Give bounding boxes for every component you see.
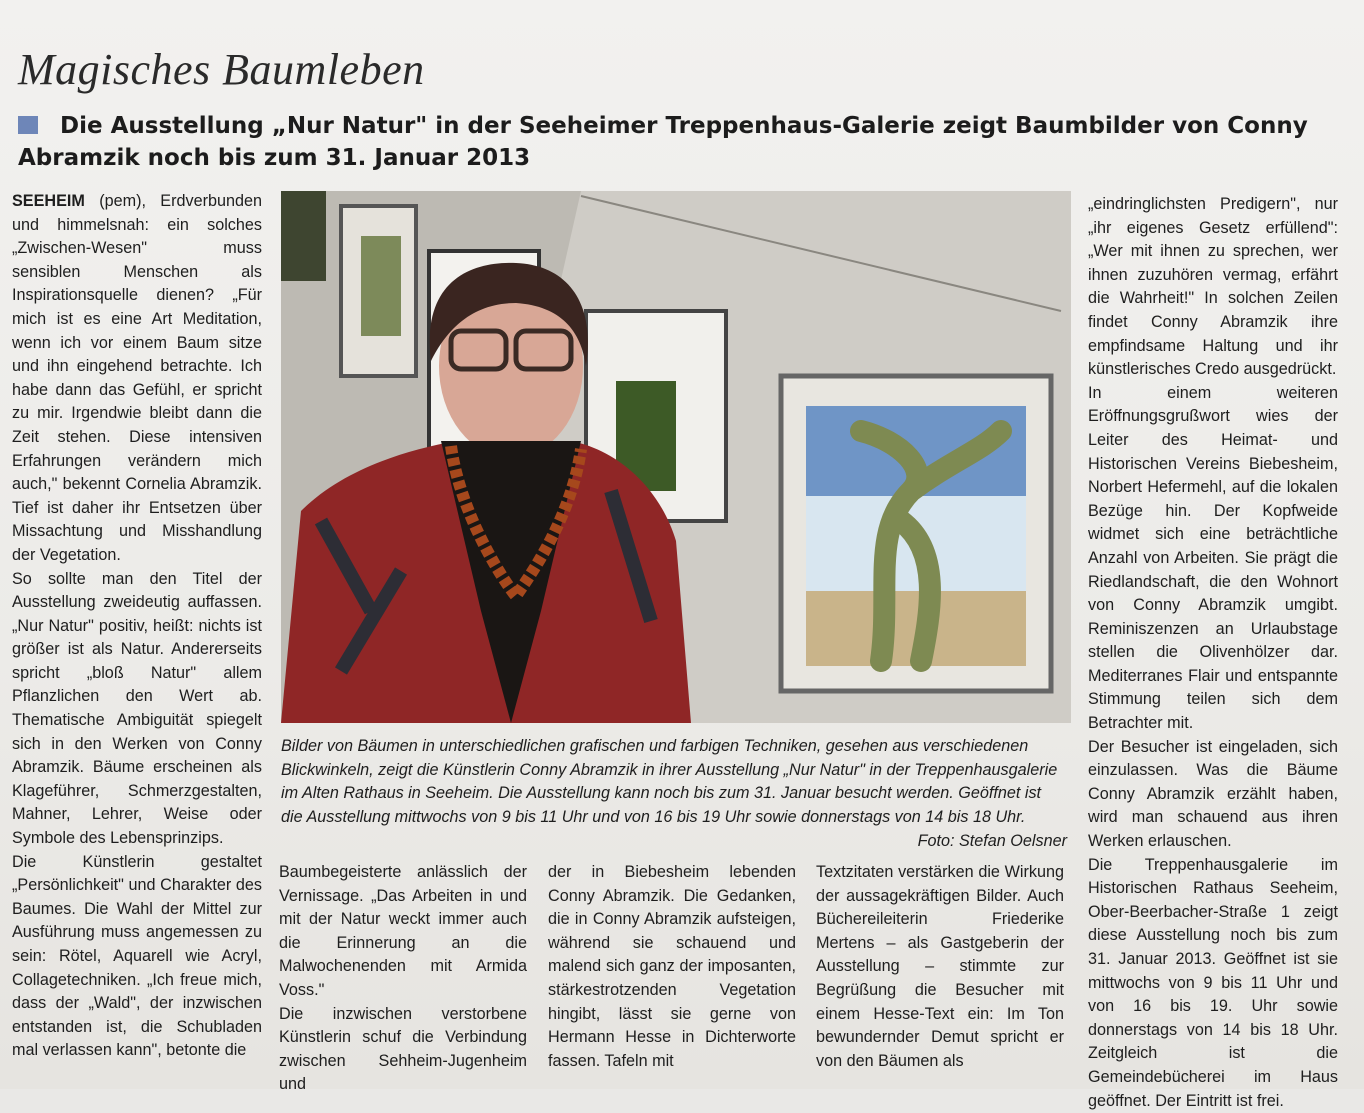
paragraph-text: (pem), Erdverbunden und himmelsnah: ein solches „Zwischen-Wesen" muss sensiblen Menschen als Inspirationsquelle dienen? „Für mich ist es eine Art Meditation, wenn ich vor einem Baum sitze und ihn eingehend betrachte. Ich habe dann das Gefühl, er spricht zu mir. Irgendwie bleibt dann die Zeit stehen. Diese intensiven Erfahrungen verändern mich auch," bekennt Cornelia Abramzik. Tief ist daher ihr Entsetzen über Missachtung und Misshandlung der Vegetation. (12, 192, 262, 564)
photo-credit: Foto: Stefan Oelsner (917, 832, 1067, 850)
paragraph: In einem weiteren Eröffnungsgrußwort wies der Leiter des Heimat- und Historischen Vereins Biebesheim, Norbert Hefermehl, auf die lokalen Bezüge hin. Der Kopfweide widmet sich eine beträchtliche Anzahl von Arbeiten. Sie prägt die Riedlandschaft, die den Wohnort von Conny Abramzik umgibt. Reminiszenzen an Urlaubstage stellen die Olivenhölzer dar. Mediterranes Flair und entspannte Stimmung teilen sich dem Betrachter mit. (1088, 383, 1338, 733)
paragraph (12, 190, 262, 568)
artist-photo (281, 191, 1071, 723)
article-column-2 (279, 861, 527, 1097)
article-column-4 (816, 861, 1064, 1073)
photo-caption: Bilder von Bäumen in unterschiedlichen grafischen und farbigen Techniken, gesehen aus verschiedenen Blickwinkeln, zeigt die Künstlerin Conny Abramzik in ihrer Ausstellung „Nur Natur" in der Treppenhausgalerie im Alten Rathaus in Seeheim. Die Ausstellung kann noch bis zum 31. Januar besucht werden. Geöffnet ist die Ausstellung mittwochs von 9 bis 11 Uhr und von 16 bis 19 Uhr sowie donnerstags von 14 bis 18 Uhr. (281, 737, 1058, 826)
paragraph: der in Biebesheim lebenden Conny Abramzik. Die Gedanken, die in Conny Abramzik aufsteigen, während sie schauend und malend sich ganz der imposanten, stärkestrotzenden Vegetation hingibt, lässt sie gerne von Hermann Hesse in Dichterworte fassen. Tafeln mit (548, 863, 796, 1070)
article-subtitle-text: Die Ausstellung „Nur Natur" in der Seeheimer Treppenhaus-Galerie zeigt Baumbilder von Conny Abramzik noch bis zum 31. Januar 2013 (18, 113, 1308, 171)
paragraph: Textzitaten verstärken die Wirkung der aussagekräftigen Bilder. Auch Büchereileiterin Friederike Mertens – als Gastgeberin der Ausstellung – stimmte zur Begrüßung die Besucher mit einem Hesse-Text ein: Im Ton bewundernder Demut spricht er von den Bäumen als (816, 863, 1064, 1070)
paragraph: Die Künstlerin gestaltet „Persönlichkeit" und Charakter des Baumes. Die Wahl der Mittel zur Ausführung muss angemessen zu sein: Rötel, Aquarell wie Acryl, Collagetechniken. „Ich freue mich, dass der „Wald", der inzwischen entstanden ist, die Schubladen mal verlassen kann", betonte die (12, 852, 262, 1060)
paragraph: So sollte man den Titel der Ausstellung zweideutig auffassen. „Nur Natur" positiv, heißt: nichts ist größer ist als Natur. Andererseits spricht „bloß Natur" allem Pflanzlichen den Wert ab. Thematische Ambiguität spiegelt sich in den Werken von Conny Abramzik. Bäume erscheinen als Klageführer, Schmerzgestalten, Mahner, Lehrer, Weise oder Symbole des Lebensprinzips. (12, 569, 262, 848)
article-subtitle (18, 110, 1338, 174)
article-column-3 (548, 861, 796, 1073)
paragraph: Die Treppenhausgalerie im Historischen Rathaus Seeheim, Ober-Beerbacher-Straße 1 zeigt diese Ausstellung noch bis zum 31. Januar 2013. Geöffnet ist sie mittwochs von 9 bis 11 Uhr und von 16 bis 19. Uhr sowie donnerstags von 14 bis 18 Uhr. Zeitgleich ist die Gemeindebücherei im Haus geöffnet. Der Eintritt ist frei. (1088, 855, 1338, 1110)
paragraph: „eindringlichsten Predigern", nur „ihr eigenes Gesetz erfüllend": „Wer mit ihnen zu sprechen, wer ihnen zuzuhören vermag, erfährt die Wahrheit!" In solchen Zeilen findet Conny Abramzik ihre empfindsame Haltung und ihr künstlerisches Credo ausgedrückt. (1088, 195, 1338, 379)
article-column-5 (1088, 193, 1338, 1113)
article-title: Magisches Baumleben (18, 45, 425, 94)
paragraph: Baumbegeisterte anlässlich der Vernissage. „Das Arbeiten in und mit der Natur weckt immer auch die Erinnerung an die Malwochenenden mit Armida Voss." (279, 863, 527, 999)
paragraph: Der Besucher ist eingeladen, sich einzulassen. Was die Bäume Conny Abramzik erzählt haben, wird man schauend aus ihren Werken erlauschen. (1088, 737, 1338, 851)
photo-illustration (281, 191, 1071, 723)
article-column-1 (12, 190, 262, 1063)
dateline: SEEHEIM (12, 192, 85, 210)
paragraph: Die inzwischen verstorbene Künstlerin schuf die Verbindung zwischen Sehheim-Jugenheim und (279, 1004, 527, 1094)
square-bullet-icon (18, 116, 38, 134)
